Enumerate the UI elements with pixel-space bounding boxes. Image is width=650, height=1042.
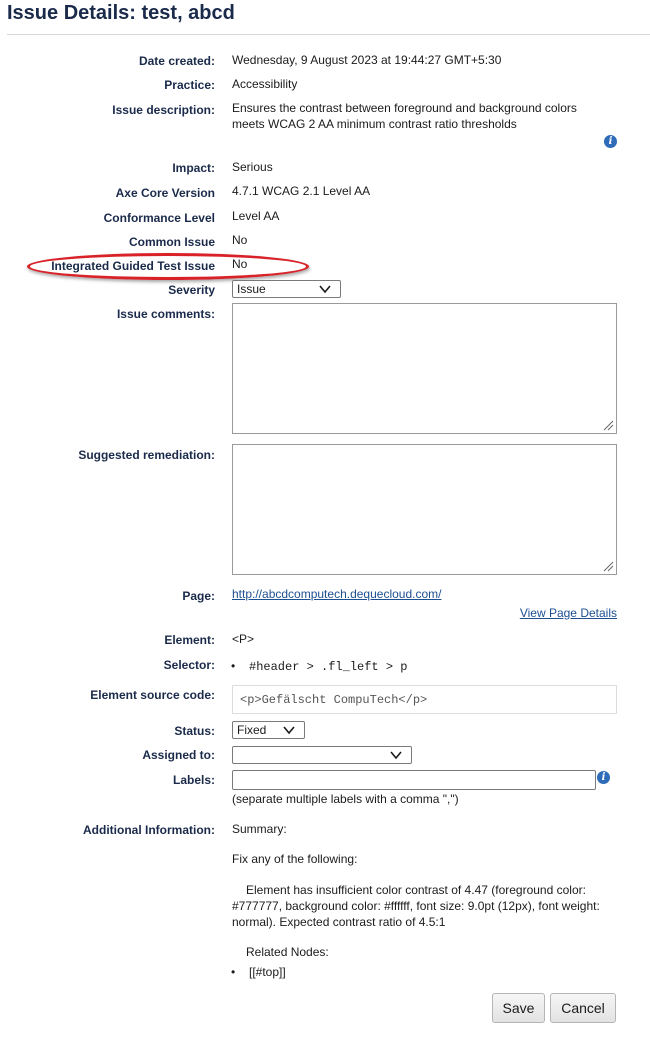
issue-description-label: Issue description: bbox=[112, 103, 215, 117]
axe-core-version-value: 4.7.1 WCAG 2.1 Level AA bbox=[232, 184, 371, 198]
practice-label: Practice: bbox=[164, 78, 215, 92]
chevron-down-icon bbox=[318, 282, 332, 296]
issue-comments-label: Issue comments: bbox=[116, 307, 215, 321]
page-url-link[interactable]: http://abcdcomputech.dequecloud.com/ bbox=[232, 587, 442, 601]
axe-core-version-label: Axe Core Version bbox=[115, 186, 215, 200]
selector-bullet: • bbox=[231, 659, 236, 673]
status-selected: Fixed bbox=[237, 723, 267, 737]
labels-input[interactable] bbox=[232, 770, 596, 790]
integrated-guided-test-issue-label: Integrated Guided Test Issue bbox=[51, 259, 215, 273]
severity-selected: Issue bbox=[237, 282, 266, 296]
integrated-guided-test-issue-value: No bbox=[232, 257, 248, 271]
info-icon[interactable]: i bbox=[604, 135, 617, 148]
conformance-level-label: Conformance Level bbox=[103, 211, 215, 225]
severity-select[interactable] bbox=[232, 280, 341, 298]
page-title: Issue Details: test, abcd bbox=[7, 2, 235, 24]
title-divider bbox=[7, 34, 650, 35]
resize-handle-icon[interactable] bbox=[602, 560, 614, 572]
suggested-remediation-textarea[interactable] bbox=[232, 444, 617, 575]
additional-summary: Summary: bbox=[232, 822, 287, 836]
status-label: Status: bbox=[174, 724, 215, 738]
labels-label: Labels: bbox=[172, 773, 215, 787]
page-label: Page: bbox=[182, 589, 215, 603]
save-button[interactable]: Save bbox=[492, 993, 545, 1023]
date-created-label: Date created: bbox=[138, 54, 215, 68]
labels-hint: (separate multiple labels with a comma ",") bbox=[232, 792, 459, 806]
related-node-bullet: • bbox=[231, 965, 236, 979]
chevron-down-icon bbox=[389, 748, 403, 762]
resize-handle-icon[interactable] bbox=[602, 419, 614, 431]
element-label: Element: bbox=[164, 633, 215, 647]
element-source-code-label: Element source code: bbox=[90, 688, 215, 702]
related-nodes-label: Related Nodes: bbox=[246, 945, 329, 959]
additional-information-label: Additional Information: bbox=[83, 823, 215, 837]
severity-label: Severity bbox=[168, 283, 215, 297]
assigned-to-label: Assigned to: bbox=[142, 748, 215, 762]
date-created-value: Wednesday, 9 August 2023 at 19:44:27 GMT+5:30 bbox=[232, 53, 502, 67]
selector-label: Selector: bbox=[163, 658, 215, 672]
practice-value: Accessibility bbox=[232, 77, 298, 91]
cancel-button[interactable]: Cancel bbox=[550, 993, 616, 1023]
suggested-remediation-label: Suggested remediation: bbox=[78, 448, 215, 462]
issue-comments-textarea[interactable] bbox=[232, 303, 617, 434]
additional-detail: Element has insufficient color contrast of 4.47 (foreground color: #777777, background color: #ffffff, font size: 9.0pt (12px), font weight: normal). Expected contrast ratio of 4.5:1 bbox=[232, 883, 600, 929]
selector-value: #header > .fl_left > p bbox=[249, 660, 408, 674]
common-issue-label: Common Issue bbox=[128, 235, 215, 249]
info-icon[interactable]: i bbox=[597, 771, 610, 784]
related-node-item: [[#top]] bbox=[249, 965, 286, 979]
common-issue-value: No bbox=[232, 233, 248, 247]
element-source-code-box: <p>Gefälscht CompuTech</p> bbox=[232, 685, 617, 714]
conformance-level-value: Level AA bbox=[232, 209, 280, 223]
issue-description-value: Ensures the contrast between foreground and background colors meets WCAG 2 AA minimum contrast ratio thresholds bbox=[232, 101, 577, 131]
additional-fix-any: Fix any of the following: bbox=[232, 852, 358, 866]
status-select[interactable] bbox=[232, 721, 305, 739]
chevron-down-icon bbox=[282, 723, 296, 737]
impact-label: Impact: bbox=[172, 161, 215, 175]
impact-value: Serious bbox=[232, 160, 273, 174]
view-page-details-link[interactable]: View Page Details bbox=[519, 606, 617, 620]
assigned-to-select[interactable] bbox=[232, 746, 412, 764]
element-value: <P> bbox=[232, 632, 255, 646]
